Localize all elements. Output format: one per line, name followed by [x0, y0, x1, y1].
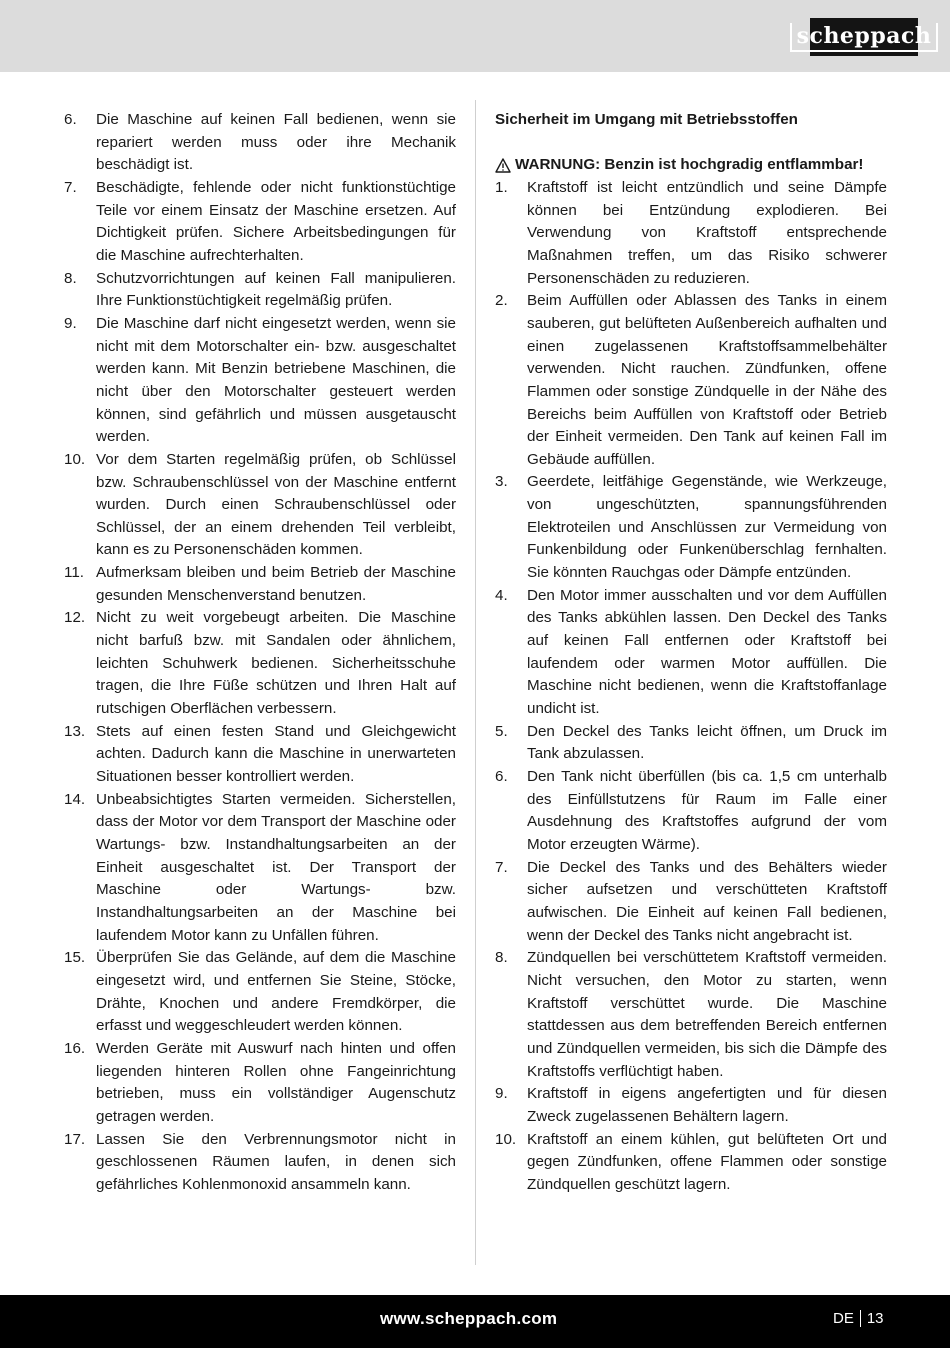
item-number: 11. — [64, 564, 84, 582]
item-text: Kraftstoff in eigens angefertigten und für diesen Zweck zugelassenen Behältern lagern. — [527, 1085, 887, 1125]
list-item — [64, 789, 456, 948]
list-item — [495, 721, 887, 766]
list-item — [64, 268, 456, 313]
list-item — [64, 449, 456, 562]
list-item — [495, 1083, 887, 1128]
warning-triangle-icon — [495, 158, 511, 173]
item-number: 14. — [64, 790, 86, 808]
list-item — [64, 1038, 456, 1129]
logo-text: scheppach — [790, 23, 939, 52]
item-text: Stets auf einen festen Stand und Gleichgewicht achten. Dadurch kann die Maschine in unerwarteten Situationen besser kontrolliert werden. — [96, 722, 456, 786]
list-item — [495, 766, 887, 857]
item-number: 17. — [64, 1130, 86, 1148]
item-number: 7. — [64, 178, 77, 196]
item-number: 16. — [64, 1039, 86, 1057]
item-number: 12. — [64, 609, 86, 627]
item-number: 6. — [495, 768, 508, 785]
item-text: Aufmerksam bleiben und beim Betrieb der Maschine gesunden Menschenverstand benutzen. — [96, 564, 456, 604]
list-item — [64, 947, 456, 1038]
list-item — [64, 721, 456, 789]
item-text: Vor dem Starten regelmäßig prüfen, ob Schlüssel bzw. Schraubenschlüssel von der Maschine entfernt wurden. Durch einen Schraubenschlüssel oder Schlüssel, der an einem drehenden Teil verbleibt, kann es zu Personenschäden kommen. — [96, 450, 456, 559]
column-divider — [475, 100, 476, 1265]
right-column — [495, 109, 887, 1196]
item-number: 15. — [64, 949, 86, 967]
list-item — [64, 109, 456, 177]
item-text: Überprüfen Sie das Gelände, auf dem die Maschine eingesetzt wird, und entfernen Sie Steine, Stöcke, Drähte, Knochen und andere Fremdkörper, die erfasst und weggeschleudert werden können. — [96, 949, 456, 1035]
item-number: 8. — [495, 949, 508, 967]
item-text: Die Maschine darf nicht eingesetzt werden, wenn sie nicht mit dem Motorschalter ein- bzw. ausgeschaltet werden kann. Mit Benzin betriebene Maschinen, die nicht über den Motorschalter gesteuert werden können, sind gefährlich und müssen ausgetauscht werden. — [96, 314, 456, 446]
list-item — [495, 471, 887, 584]
item-text: Beim Auffüllen oder Ablassen des Tanks in einem sauberen, gut belüfteten Außenbereich aufhalten und einen zugelassenen Kraftstoffsammelbehälter verwenden. Nicht rauchen. Zündfunken, offene Flammen oder sonstige Zündquelle in der Nähe des Bereichs beim Auffüllen von Kraftstoff oder Betrieb der Einheit vermeiden. Den Tank auf keinen Fall im Gebäude auffüllen. — [527, 292, 887, 468]
left-column — [64, 109, 456, 1197]
item-text: Geerdete, leitfähige Gegenstände, wie Werkzeuge, von ungeschützten, spannungsführenden Elektroteilen und Anschlüssen zur Vermeidung von Funkenbildung oder Funkenüberschlag fernhalten. Sie könnten Rauchgas oder Dämpfe entzünden. — [527, 473, 887, 582]
left-safety-list — [64, 109, 456, 1197]
item-text: Den Deckel des Tanks leicht öffnen, um Druck im Tank abzulassen. — [527, 722, 887, 763]
item-number: 9. — [64, 314, 77, 332]
item-number: 7. — [495, 858, 508, 876]
list-item — [64, 1129, 456, 1197]
list-item — [495, 857, 887, 948]
page-number: 13 — [866, 1310, 884, 1327]
item-text: Schutzvorrichtungen auf keinen Fall manipulieren. Ihre Funktionstüchtigkeit regelmäßig prüfen. — [96, 269, 456, 310]
item-number: 13. — [64, 722, 86, 740]
language-code: DE — [833, 1310, 854, 1327]
list-item — [64, 177, 456, 268]
right-safety-list — [495, 177, 887, 1197]
item-number: 1. — [495, 178, 508, 196]
list-item — [64, 313, 456, 449]
item-text: Lassen Sie den Verbrennungsmotor nicht in geschlossenen Räumen laufen, in denen sich gefährliches Kohlenmonoxid ansammeln kann. — [96, 1130, 456, 1193]
footer-separator — [860, 1310, 861, 1327]
item-text: Den Motor immer ausschalten und vor dem Auffüllen des Tanks abkühlen lassen. Den Deckel des Tanks auf keinen Fall entfernen oder Kraftstoff bei laufendem oder warmen Motor auffüllen. Die Maschine nicht bedienen, wenn die Kraftstoffanlage undicht ist. — [527, 586, 887, 718]
warning-line — [495, 154, 887, 177]
item-text: Unbeabsichtigtes Starten vermeiden. Sicherstellen, dass der Motor vor dem Transport der Maschine oder Wartungs- bzw. Instandhaltungsarbeiten an der Einheit ausgeschaltet ist. Der Transport der Maschine oder Wartungs- bzw. Instandhaltungsarbeiten an der Maschine bei laufendem Motor kann zu Unfällen führen. — [96, 790, 456, 944]
list-item — [495, 290, 887, 471]
section-title: Sicherheit im Umgang mit Betriebsstoffen — [495, 111, 798, 128]
page-footer — [0, 1295, 950, 1348]
list-item — [495, 585, 887, 721]
item-text: Die Maschine auf keinen Fall bedienen, wenn sie repariert werden muss oder ihre Mechanik beschädigt ist. — [96, 111, 456, 174]
page-indicator — [833, 1310, 884, 1327]
page-header — [0, 0, 950, 72]
item-number: 4. — [495, 586, 508, 604]
item-text: Kraftstoff an einem kühlen, gut belüfteten Ort und gegen Zündfunken, offene Flammen oder sonstige Zündquellen geschützt lagern. — [527, 1130, 887, 1193]
item-text: Kraftstoff ist leicht entzündlich und seine Dämpfe können bei Entzündung explodieren. Bei Verwendung von Kraftstoff entsprechende Maßnahmen treffen, um das Risiko schwerer Personenschäden zu reduzieren. — [527, 178, 887, 287]
list-item — [495, 1129, 887, 1197]
item-number: 6. — [64, 111, 77, 128]
list-item — [64, 607, 456, 720]
website-link[interactable]: www.scheppach.com — [380, 1309, 558, 1328]
item-number: 3. — [495, 473, 508, 491]
item-number: 8. — [64, 269, 77, 287]
item-number: 5. — [495, 722, 508, 740]
item-number: 10. — [64, 450, 86, 468]
item-text: Den Tank nicht überfüllen (bis ca. 1,5 cm unterhalb des Einfüllstutzens für Raum im Falle einer Ausdehnung des Kraftstoffes aufgrund der vom Motor erzeugten Wärme). — [527, 768, 887, 853]
item-text: Nicht zu weit vorgebeugt arbeiten. Die Maschine nicht barfuß bzw. mit Sandalen oder ähnlichem, leichten Schuhwerk bedienen. Sicherheitsschuhe tragen, die Ihre Füße schützen und Ihren Halt auf rutschigen Oberflächen verbessern. — [96, 609, 456, 718]
list-item — [495, 947, 887, 1083]
list-item — [495, 177, 887, 290]
item-text: Beschädigte, fehlende oder nicht funktionstüchtige Teile vor einem Einsatz der Maschine ersetzen. Auf Dichtigkeit prüfen. Sichere Arbeitsbedingungen für die Maschine aufrechterhalten. — [96, 178, 456, 264]
item-text: Werden Geräte mit Auswurf nach hinten und offen liegenden hinteren Rollen ohne Fangeinrichtung betrieben, muss ein vollständiger Augenschutz getragen werden. — [96, 1039, 456, 1125]
item-number: 2. — [495, 292, 508, 310]
list-item — [64, 562, 456, 607]
item-text: Zündquellen bei verschüttetem Kraftstoff vermeiden. Nicht versuchen, den Motor zu starten, wenn Kraftstoff verschüttet wurde. Die Maschine stattdessen aus dem betreffenden Bereich entfernen und Zündquellen vermeiden, bis sich die Dämpfe des Kraftstoffs verflüchtigt haben. — [527, 949, 887, 1080]
scheppach-logo — [796, 18, 932, 56]
warning-text: WARNUNG: Benzin ist hochgradig entflammbar! — [515, 156, 864, 174]
item-text: Die Deckel des Tanks und des Behälters wieder sicher aufsetzen und verschütteten Kraftstoff aufwischen. Die Einheit auf keinen Fall bedienen, wenn der Deckel des Tanks nicht angebracht ist. — [527, 858, 887, 944]
item-number: 10. — [495, 1130, 517, 1148]
item-number: 9. — [495, 1085, 508, 1103]
